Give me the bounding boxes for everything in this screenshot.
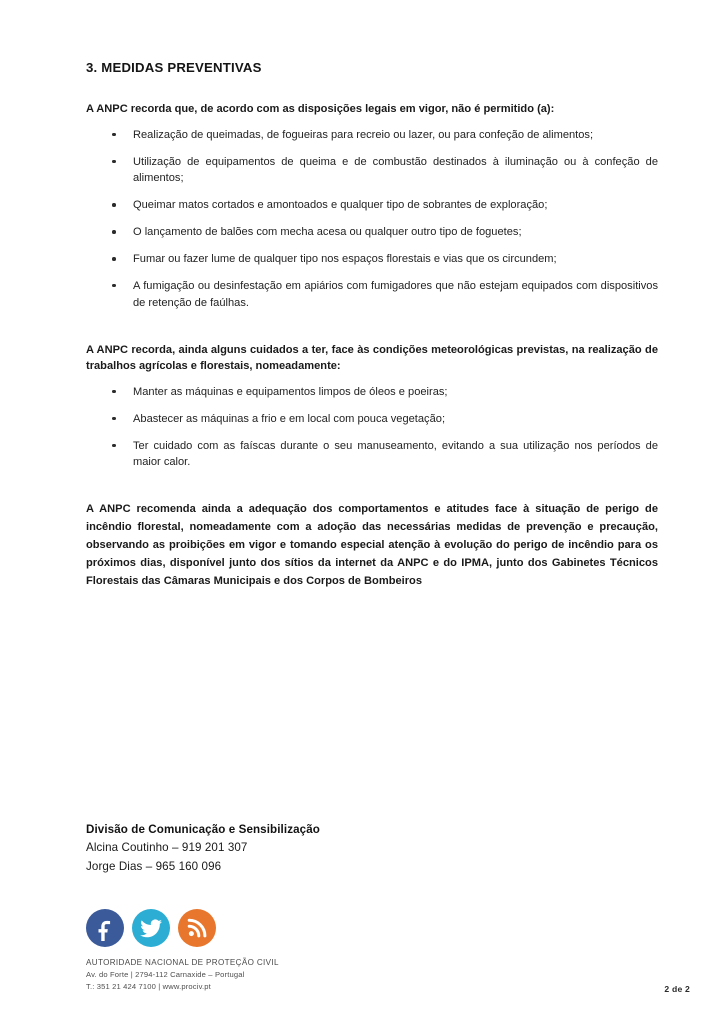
- list-item: [86, 224, 658, 241]
- page-number: 2 de 2: [664, 984, 690, 994]
- bullet-dot-icon: [112, 284, 116, 288]
- list-item-text: Abastecer as máquinas a frio e em local com pouca vegetação;: [133, 412, 446, 425]
- bullet-dot-icon: [112, 160, 116, 164]
- precautions-lead: A ANPC recorda, ainda alguns cuidados a ter, face às condições meteorológicas previstas, na realização de trabalhos agrícolas e florestais, nomeadamente:: [86, 343, 658, 373]
- facebook-icon: [92, 915, 118, 941]
- list-item-text: Fumar ou fazer lume de qualquer tipo nos espaços florestais e vias que os circundem;: [133, 252, 557, 265]
- bullet-dot-icon: [112, 417, 116, 421]
- list-item-text: Ter cuidado com as faíscas durante o seu manuseamento, evitando a sua utilização nos períodos de maior calor.: [133, 439, 658, 469]
- section-spacer: [86, 312, 658, 342]
- bullet-dot-icon: [112, 133, 116, 137]
- signature-contact-2: Jorge Dias – 965 160 096: [86, 859, 222, 873]
- list-item: [86, 154, 658, 188]
- footer-address: Av. do Forte | 2794-112 Carnaxide – Portugal: [86, 970, 245, 980]
- facebook-link[interactable]: [86, 909, 124, 947]
- twitter-link[interactable]: [132, 909, 170, 947]
- bullet-dot-icon: [112, 257, 116, 261]
- bullet-dot-icon: [112, 203, 116, 207]
- rss-icon: [185, 916, 209, 940]
- recommendation-paragraph: A ANPC recomenda ainda a adequação dos comportamentos e atitudes face à situação de perigo de incêndio florestal, nomeadamente com a adoção das necessárias medidas de prevenção e precaução, observando as proibições em vigor e tomando especial atenção à evolução do perigo de incêndio para os próximos dias, disponível junto dos sítios da internet da ANPC e do IPMA, junto dos Gabinetes Técnicos Florestais das Câmaras Municipais e dos Corpos de Bombeiros: [86, 503, 658, 588]
- list-item-text: Queimar matos cortados e amontoados e qualquer tipo de sobrantes de exploração;: [133, 199, 548, 212]
- page-title: 3. MEDIDAS PREVENTIVAS: [86, 60, 262, 75]
- list-item-text: Utilização de equipamentos de queima e de combustão destinados à iluminação ou à confeção de alimentos;: [133, 155, 658, 185]
- twitter-icon: [138, 915, 164, 941]
- document-content: [86, 60, 658, 591]
- list-item: [86, 438, 658, 472]
- social-links: [86, 909, 216, 947]
- section-spacer: [86, 471, 658, 501]
- list-item: [86, 197, 658, 214]
- list-item-text: Manter as máquinas e equipamentos limpos de óleos e poeiras;: [133, 385, 448, 398]
- prohibitions-lead: A ANPC recorda que, de acordo com as disposições legais em vigor, não é permitido (a):: [86, 103, 555, 115]
- bullet-dot-icon: [112, 390, 116, 394]
- list-item: [86, 411, 658, 428]
- list-item: [86, 278, 658, 312]
- list-item: [86, 384, 658, 401]
- prohibitions-list: [86, 127, 658, 312]
- signature-block: [86, 821, 516, 877]
- list-item-text: O lançamento de balões com mecha acesa ou qualquer outro tipo de foguetes;: [133, 226, 522, 239]
- signature-contact-1: Alcina Coutinho – 919 201 307: [86, 840, 248, 854]
- footer-organisation: AUTORIDADE NACIONAL DE PROTEÇÃO CIVIL: [86, 958, 279, 967]
- list-item-text: Realização de queimadas, de fogueiras para recreio ou lazer, ou para confeção de alimentos;: [133, 128, 594, 141]
- list-item: [86, 251, 658, 268]
- bullet-dot-icon: [112, 444, 116, 448]
- bullet-dot-icon: [112, 230, 116, 234]
- precautions-list: [86, 384, 658, 471]
- list-item-text: A fumigação ou desinfestação em apiários com fumigadores que não estejam equipados com dispositivos de retenção de faúlhas.: [133, 279, 658, 309]
- page-footer: [86, 957, 646, 993]
- signature-division: Divisão de Comunicação e Sensibilização: [86, 823, 320, 836]
- footer-contact: T.: 351 21 424 7100 | www.prociv.pt: [86, 981, 211, 991]
- rss-link[interactable]: [178, 909, 216, 947]
- list-item: [86, 127, 658, 144]
